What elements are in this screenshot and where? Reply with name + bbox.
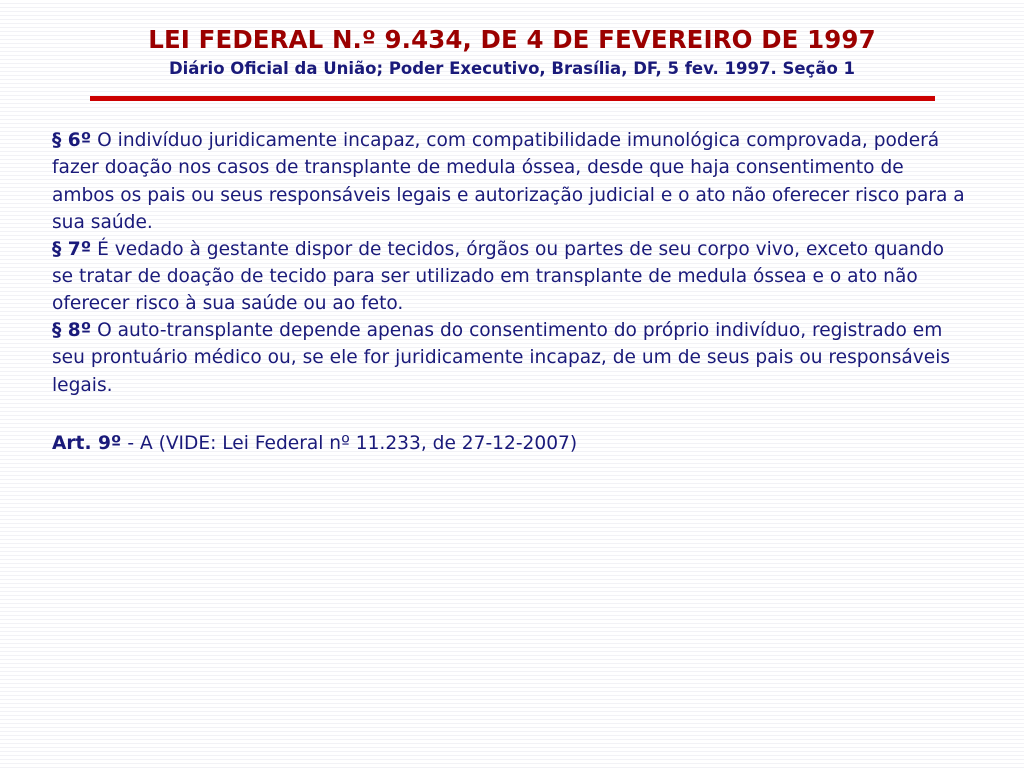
- header-divider: [90, 96, 935, 101]
- paragraph-8: [52, 317, 968, 398]
- paragraph-8-marker: § 8º: [52, 320, 92, 342]
- paragraph-8-text: O auto-transplante depende apenas do consentimento do próprio indivíduo, registrado em seu prontuário médico ou, se ele for juridicamente incapaz, de um de seus pais ou responsáveis legais.: [52, 320, 951, 396]
- paragraph-7-text: É vedado à gestante dispor de tecidos, órgãos ou partes de seu corpo vivo, exceto quando se tratar de doação de tecido para ser utilizado em transplante de medula óssea e o ato não oferecer risco à sua saúde ou ao feto.: [52, 238, 944, 315]
- paragraph-7-marker: § 7º: [52, 238, 92, 260]
- paragraph-7: [52, 236, 968, 317]
- paragraph-6: [52, 127, 968, 236]
- paragraph-6-marker: § 6º: [52, 130, 92, 152]
- paragraph-6-text: O indivíduo juridicamente incapaz, com compatibilidade imunológica comprovada, poderá fazer doação nos casos de transplante de medula óssea, desde que haja consentimento de ambos os pais ou seus responsáveis legais e autorização judicial e o ato não oferecer risco para a sua saúde.: [52, 130, 965, 233]
- page-subtitle: Diário Oficial da União; Poder Executivo, Brasília, DF, 5 fev. 1997. Seção 1: [168, 59, 856, 79]
- slide-header: [0, 0, 1024, 79]
- article-reference: [52, 430, 968, 457]
- article-label: Art. 9º: [52, 432, 122, 454]
- page-title: LEI FEDERAL N.º 9.434, DE 4 DE FEVEREIRO DE 1997: [148, 25, 876, 54]
- article-text: - A (VIDE: Lei Federal nº 11.233, de 27-12-2007): [121, 432, 578, 454]
- slide-body: [52, 127, 968, 457]
